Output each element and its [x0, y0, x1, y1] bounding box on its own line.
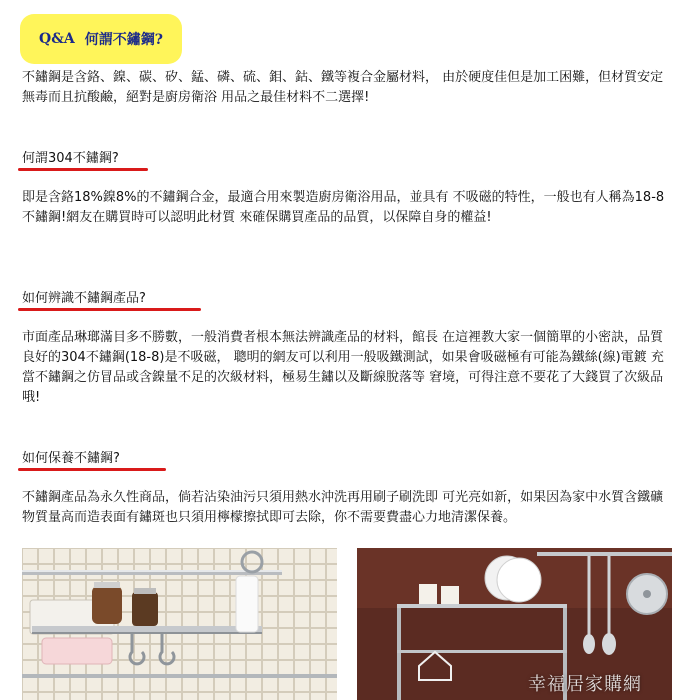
- section-body-maintain: 不鏽鋼產品為永久性商品，倘若沾染油污只須用熱水沖洗再用刷子刷洗即 可光亮如新，如果因為家中水質含鐵礦物質量高而造表面有鏽斑也只須用檸檬擦拭即可去除，你不需要費盡心力地清潔保養。: [22, 490, 664, 525]
- heading-underline: [18, 308, 201, 311]
- section-heading-304: 何謂304不鏽鋼?: [22, 151, 119, 166]
- heading-underline: [18, 468, 166, 471]
- photo-dish-rack: [357, 548, 672, 700]
- page-title: 何謂不鏽鋼?: [84, 32, 163, 48]
- section-heading-maintain: 如何保養不鏽鋼?: [22, 451, 120, 466]
- section-body-identify: 市面產品琳瑯滿目多不勝數，一般消費者根本無法辨識產品的材料，館長 在這裡教大家一個簡單的小密訣，品質良好的304不鏽鋼(18-8)是不吸磁， 聰明的網友可以利用一般吸鐵測試，如果會吸磁極有可能為鐵絲(線)電鍍 充當不鏽鋼之仿冒品或含鎳量不足的次級材料，極易生鏽以及斷線脫落等 窘境，可得注意不要花了大錢買了次級品哦!: [22, 330, 664, 405]
- heading-underline: [18, 168, 148, 171]
- product-photos: [22, 548, 672, 700]
- qa-title-badge: [20, 14, 182, 64]
- section-body-304: 即是含鉻18%鎳8%的不鏽鋼合金，最適合用來製造廚房衛浴用品，並具有 不吸磁的特性，一般也有人稱為18-8不鏽鋼!網友在購買時可以認明此材質 來確保購買產品的品質，以保障自身的權益!: [22, 190, 665, 225]
- intro-paragraph: 不鏽鋼是含鉻、鎳、碳、矽、錳、磷、硫、鉬、鈷、鐵等複合金屬材料， 由於硬度佳但是加工困難，但材質安定無毒而且抗酸鹼，絕對是廚房衛浴 用品之最佳材料不二選擇!: [22, 70, 664, 105]
- qa-prefix: Q&A: [39, 31, 75, 47]
- section-heading-identify: 如何辨識不鏽鋼產品?: [22, 291, 146, 306]
- store-watermark: 幸福居家購網: [528, 674, 642, 695]
- photo-kitchen-shelf: [22, 548, 337, 700]
